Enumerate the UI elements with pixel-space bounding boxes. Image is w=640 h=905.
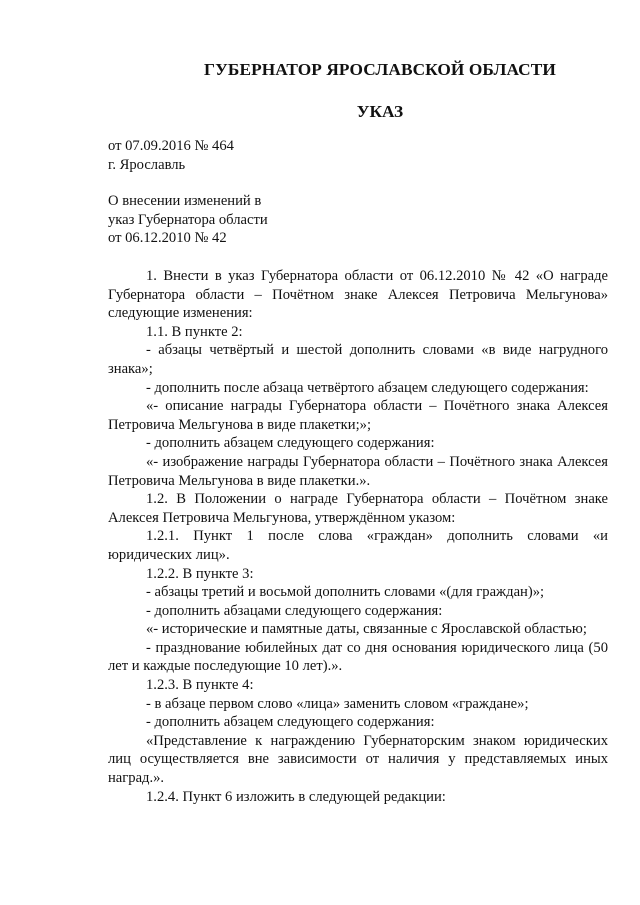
document-meta	[108, 137, 408, 174]
paragraph: 1.1. В пункте 2:	[146, 323, 243, 340]
paragraph: 1. Внести в указ Губернатора области от 06.12.2010 № 42 «О награде Губернатора области – Почётном знаке Алексея Петровича Мельгунова» следующие изменения:	[108, 268, 608, 322]
paragraph: «- изображение награды Губернатора области – Почётного знака Алексея Петровича Мельгунова в виде плакетки.».	[108, 453, 608, 489]
paragraph: - дополнить после абзаца четвёртого абзацем следующего содержания:	[146, 379, 589, 396]
paragraph: - дополнить абзацем следующего содержания:	[146, 435, 435, 452]
paragraph: - абзацы четвёртый и шестой дополнить словами «в виде нагрудного знака»;	[108, 342, 608, 377]
paragraph: 1.2.4. Пункт 6 изложить в следующей редакции:	[146, 788, 446, 805]
paragraph: 1.2.2. В пункте 3:	[146, 565, 254, 582]
document-type: УКАЗ	[356, 102, 404, 121]
paragraph: - дополнить абзацами следующего содержания:	[146, 602, 443, 619]
paragraph: - празднование юбилейных дат со дня основания юридического лица (50 лет и каждые последующие 10 лет).».	[108, 639, 608, 675]
paragraph: «- исторические и памятные даты, связанные с Ярославской областью;	[146, 621, 587, 638]
document-body	[108, 267, 608, 806]
paragraph: - в абзаце первом слово «лица» заменить словом «граждане»;	[146, 695, 529, 712]
city: г. Ярославль	[108, 156, 186, 173]
paragraph: 1.2.3. В пункте 4:	[146, 677, 254, 694]
document-title: ГУБЕРНАТОР ЯРОСЛАВСКОЙ ОБЛАСТИ	[204, 60, 556, 79]
paragraph: 1.2. В Положении о награде Губернатора области – Почётном знаке Алексея Петровича Мельгунова, утверждённом указом:	[108, 491, 608, 526]
paragraph: - абзацы третий и восьмой дополнить словами «(для граждан)»;	[146, 584, 545, 601]
subject-line: О внесении изменений в	[108, 193, 262, 209]
subject-line: указ Губернатора области	[108, 211, 268, 228]
paragraph: 1.2.1. Пункт 1 после слова «граждан» дополнить словами «и юридических лиц».	[108, 528, 608, 563]
date-number: от 07.09.2016 № 464	[108, 138, 234, 154]
subject-line: от 06.12.2010 № 42	[108, 230, 227, 247]
paragraph: «Представление к награждению Губернаторским знаком юридических лиц осуществляется вне зависимости от наличия у представляемых иных наград.».	[108, 732, 608, 787]
paragraph: «- описание награды Губернатора области – Почётного знака Алексея Петровича Мельгунова в виде плакетки;»;	[108, 398, 608, 433]
document-subject	[108, 192, 408, 248]
paragraph: - дополнить абзацем следующего содержания:	[146, 714, 435, 731]
